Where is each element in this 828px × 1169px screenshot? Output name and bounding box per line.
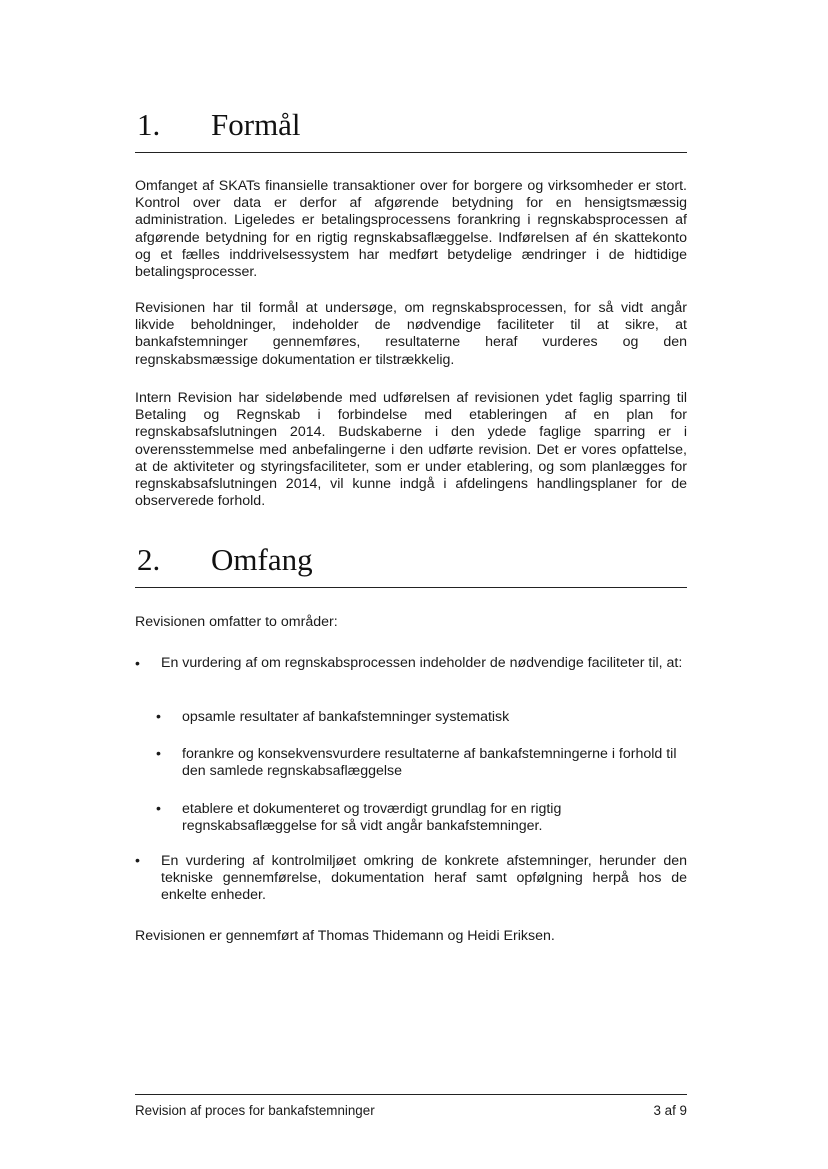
bullet-icon: • <box>135 655 140 671</box>
footer-divider <box>135 1094 687 1095</box>
section-1-paragraph-1: Omfanget af SKATs finansielle transaktioner over for borgere og virksomheder er stort. Kontrol over data er derfor af afgørende betydning for en hensigtsmæssig administration. Ligeledes er betalingsprocessens forankring i regnskabsprocessen af afgørende betydning for en rigtig regnskabsaflæggelse. Indførelsen af én skattekonto og et fælles inddrivelsessystem har medført betydelige ændringer i de hidtidige betalingsprocesser. <box>135 178 687 281</box>
section-2-title: Omfang <box>211 542 313 577</box>
footer-title: Revision af proces for bankafstemninger <box>135 1103 375 1118</box>
section-1-heading <box>135 106 687 153</box>
scope-bullet-list <box>135 655 687 672</box>
list-item <box>135 655 687 672</box>
section-2-number: 2. <box>137 542 161 577</box>
list-item <box>156 801 687 835</box>
list-item <box>135 853 687 905</box>
section-2-heading <box>135 541 687 588</box>
section-1-paragraph-3: Intern Revision har sideløbende med udførelsen af revisionen ydet faglig sparring til Betaling og Regnskab i forbindelse med etableringen af en plan for regnskabsafslutningen 2014. Budskaberne i den ydede faglige sparring er i overensstemmelse med anbefalingerne i den udførte revision. Det er vores opfattelse, at de aktiviteter og styringsfaciliteter, som er under etablering, og som planlægges for regnskabsafslutningen 2014, vil kunne indgå i afdelingens handlingsplaner for de observerede forhold. <box>135 390 687 510</box>
sub-bullet-1-text: opsamle resultater af bankafstemninger systematisk <box>182 709 510 725</box>
scope-bullet-1-text: En vurdering af om regnskabsprocessen indeholder de nødvendige faciliteter til, at: <box>161 655 683 671</box>
section-1-title: Formål <box>211 107 301 142</box>
section-1-number: 1. <box>137 107 161 142</box>
page-number: 3 af 9 <box>653 1103 687 1118</box>
section-2-closing: Revisionen er gennemført af Thomas Thidemann og Heidi Eriksen. <box>135 928 555 944</box>
bullet-icon: • <box>156 801 161 817</box>
list-item <box>156 709 687 726</box>
bullet-icon: • <box>135 853 140 869</box>
section-1-paragraph-2: Revisionen har til formål at undersøge, om regnskabsprocessen, for så vidt angår likvide beholdninger, indeholder de nødvendige faciliteter til at sikre, at bankafstemninger gennemføres, resultaterne heraf vurderes og den regnskabsmæssige dokumentation er tilstrækkelig. <box>135 300 687 368</box>
bullet-icon: • <box>156 709 161 725</box>
sub-bullet-3-text: etablere et dokumenteret og troværdigt grundlag for en rigtig regnskabsaflæggelse for så vidt angår bankafstemninger. <box>182 801 562 835</box>
section-2-intro: Revisionen omfatter to områder: <box>135 614 338 630</box>
list-item <box>156 746 687 780</box>
bullet-icon: • <box>156 746 161 762</box>
sub-bullet-2-text: forankre og konsekvensvurdere resultaterne af bankafstemningerne i forhold til den samlede regnskabsaflæggelse <box>182 746 677 780</box>
scope-bullet-2-text: En vurdering af kontrolmiljøet omkring de konkrete afstemninger, herunder den tekniske gennemførelse, dokumentation heraf samt opfølgning herpå hos de enkelte enheder. <box>161 853 687 904</box>
